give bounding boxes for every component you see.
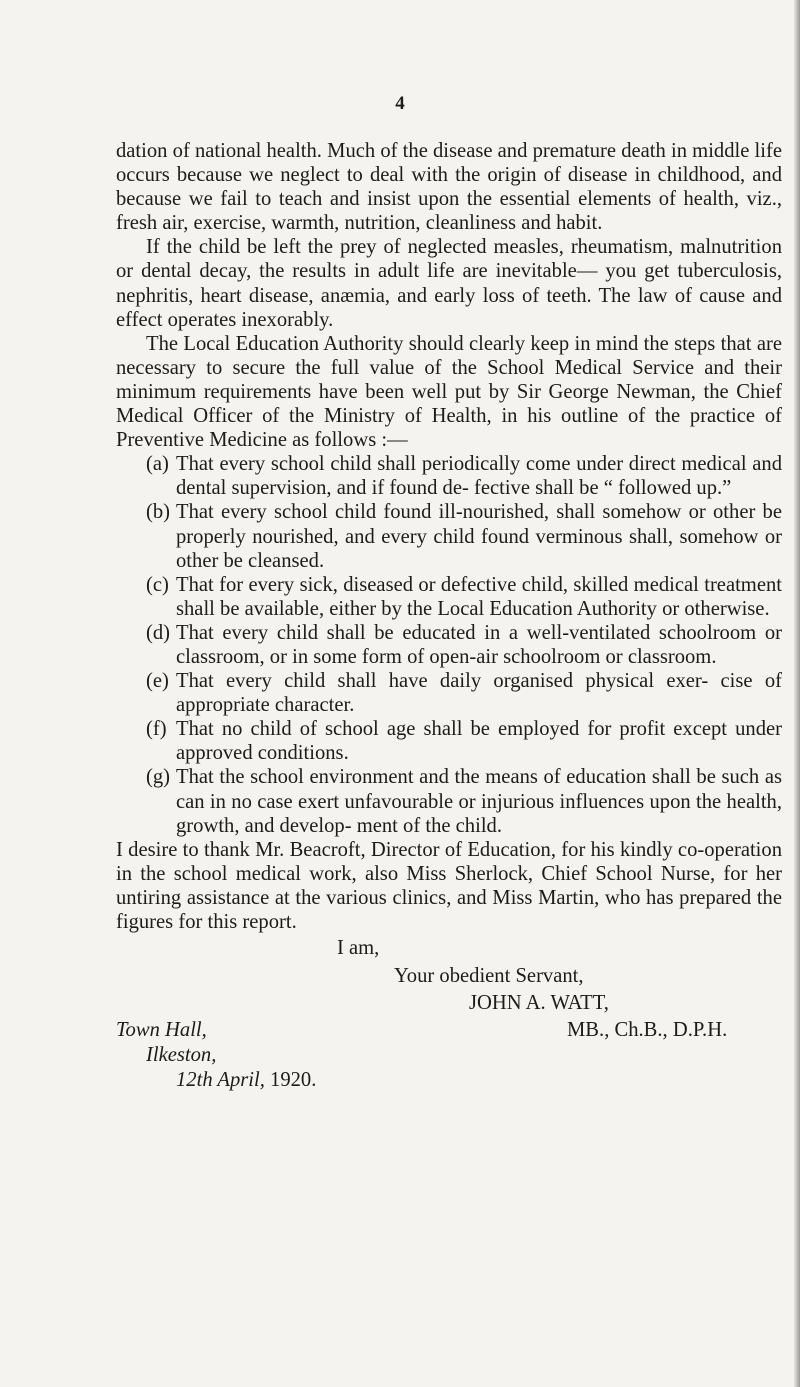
closing-signature xyxy=(116,934,782,1092)
closing-i-am: I am, xyxy=(337,937,380,960)
signatory-qualifications: MB., Ch.B., D.P.H. xyxy=(567,1019,728,1042)
page-edge-shadow xyxy=(794,0,800,1387)
date-day: 12th April, xyxy=(176,1069,265,1092)
date-year: 1920. xyxy=(270,1069,317,1092)
paragraph-neglect: If the child be left the prey of neglected measles, rheumatism, malnutrition or dental decay, the results in adult life are inevitable— you get tuberculosis, nephritis, heart disease, anæmia, and early loss of teeth. The law of cause and effect operates inexorably. xyxy=(116,236,782,331)
list-item-label: (c) xyxy=(146,573,169,596)
list-item xyxy=(146,500,782,572)
signing-date xyxy=(176,1068,316,1092)
list-item-label: (e) xyxy=(146,670,169,693)
closing-servant: Your obedient Servant, xyxy=(394,965,584,988)
list-item xyxy=(146,669,782,717)
list-item xyxy=(146,452,782,500)
list-item-label: (f) xyxy=(146,718,167,741)
place-town-hall: Town Hall, xyxy=(116,1019,207,1042)
list-item-text: That every child shall be educated in a well-ventilated schoolroom or classroom, or in some form of open-air schoolroom or classroom. xyxy=(176,621,782,668)
page-number: 4 xyxy=(395,93,405,114)
list-item-label: (g) xyxy=(146,766,171,789)
list-item-text: That every child shall have daily organised physical exer- cise of appropriate character. xyxy=(176,670,782,717)
list-item-text: That for every sick, diseased or defective child, skilled medical treatment shall be available, either by the Local Education Authority or otherwise. xyxy=(176,573,782,620)
list-item-text: That no child of school age shall be employed for profit except under approved conditions. xyxy=(176,718,782,765)
list-item xyxy=(146,765,782,837)
paragraph-thanks: I desire to thank Mr. Beacroft, Director of Education, for his kindly co-operation in the school medical work, also Miss Sherlock, Chief School Nurse, for her untiring assistance at the various clinics, and Miss Martin, who has prepared the figures for this report. xyxy=(116,838,782,933)
signatory-name: JOHN A. WATT, xyxy=(469,992,609,1015)
list-item-text: That every school child shall periodically come under direct medical and dental supervision, and if found de- fective shall be “ followed up.” xyxy=(176,453,782,500)
paragraph-continued: dation of national health. Much of the disease and premature death in middle life occurs because we neglect to deal with the origin of disease in childhood, and because we fail to teach and insist upon the essential elements of health, viz., fresh air, exercise, warmth, nutrition, cleanliness and habit. xyxy=(116,140,782,235)
list-item xyxy=(146,717,782,765)
list-item xyxy=(146,573,782,621)
place-ilkeston: Ilkeston, xyxy=(146,1044,217,1067)
list-item-label: (d) xyxy=(146,621,171,644)
list-item-label: (a) xyxy=(146,453,169,476)
list-item-text: That every school child found ill-nourished, shall somehow or other be properly nourished, and every child found verminous shall, somehow or other be cleansed. xyxy=(176,501,782,572)
report-body xyxy=(116,139,782,1092)
paragraph-authority: The Local Education Authority should clearly keep in mind the steps that are necessary to secure the full value of the School Medical Service and their minimum requirements have been well put by Sir George Newman, the Chief Medical Officer of the Ministry of Health, in his outline of the practice of Preventive Medicine as follows :— xyxy=(116,332,782,452)
list-item xyxy=(146,621,782,669)
list-item-label: (b) xyxy=(146,501,171,524)
requirements-list xyxy=(116,452,782,838)
list-item-text: That the school environment and the means of education shall be such as can in no case exert unfavourable or injurious influences upon the health, growth, and develop- ment of the child. xyxy=(176,766,782,837)
